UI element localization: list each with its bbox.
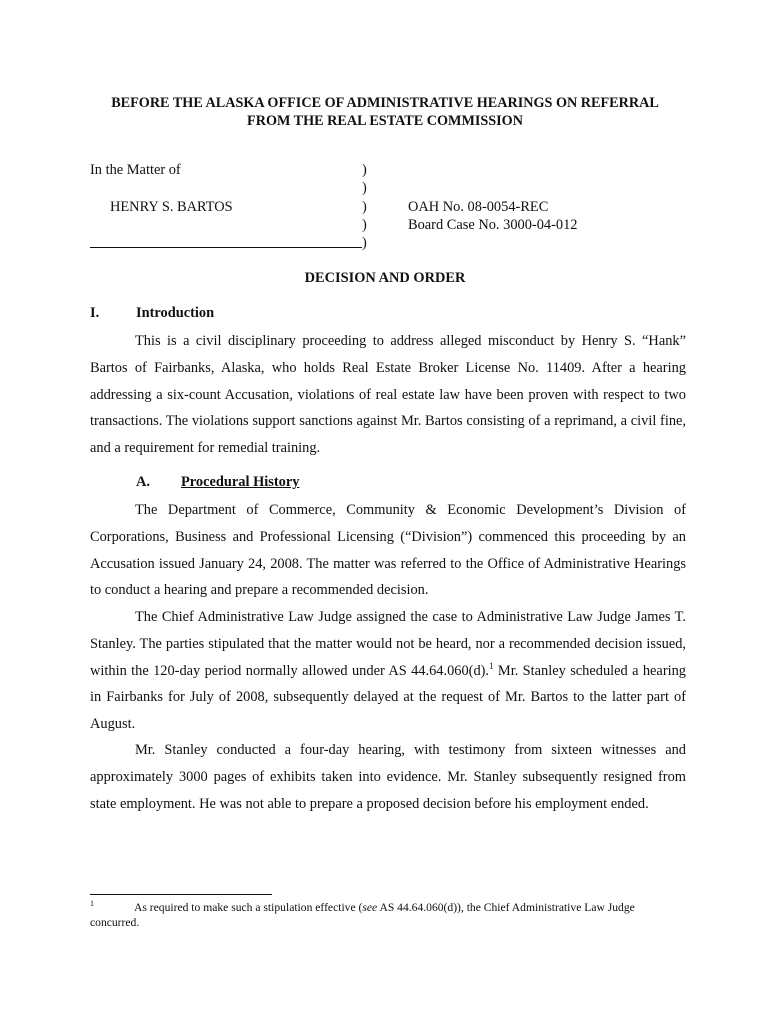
caption-respondent-name: HENRY S. BARTOS	[110, 199, 233, 215]
caption-underline	[90, 247, 362, 248]
procedural-history-paragraph-2	[90, 604, 686, 738]
section-number: I.	[90, 305, 100, 321]
caption-paren: )	[362, 235, 367, 251]
footnote-text: AS 44.64.060(d)), the Chief Administrative Law Judge concurred.	[90, 901, 635, 929]
procedural-history-paragraph-1: The Department of Commerce, Community & Economic Development’s Division of Corporations, Business and Professional Licensing (“Division”) commenced this proceeding by an Accusation issued January 24, 2008. The matter was referred to the Office of Administrative Hearings to conduct a hearing and prepare a recommended decision.	[90, 502, 686, 599]
procedural-history-paragraph-3: Mr. Stanley conducted a four-day hearing, with testimony from sixteen witnesses and approximately 3000 pages of exhibits taken into evidence. Mr. Stanley subsequently resigned from state employment. He was not able to prepare a proposed decision before his employment ended.	[90, 742, 686, 812]
heading-line-2: FROM THE REAL ESTATE COMMISSION	[247, 113, 523, 129]
footnote-number: 1	[90, 899, 94, 909]
caption-matter-label: In the Matter of	[90, 162, 181, 178]
order-title: DECISION AND ORDER	[304, 270, 466, 286]
footnote-text: As required to make such a stipulation effective (	[134, 901, 363, 914]
footnote-italic-text: see	[362, 901, 378, 914]
caption-paren: )	[362, 162, 367, 178]
paragraph-text: Mr. Stanley scheduled a hearing in Fairbanks for July of 2008, subsequently delayed at the request of Mr. Bartos to the latter part of August.	[90, 662, 687, 733]
paragraph-text: The Chief Administrative Law Judge assigned the case to Administrative Law Judge James T. Stanley. The parties stipulated that the matter would not be heard, nor a recommended decision issued, within the 120-day period normally allowed under AS 44.64.060(d).	[90, 609, 686, 679]
caption-board-case-number: Board Case No. 3000-04-012	[408, 217, 578, 233]
footnote	[90, 900, 650, 930]
section-title: Introduction	[136, 305, 215, 321]
introduction-paragraph: This is a civil disciplinary proceeding to address alleged misconduct by Henry S. “Hank” Bartos of Fairbanks, Alaska, who holds Real Estate Broker License No. 11409. After a hearing addressing a six-count Accusation, violations of real estate law have been proven with respect to two transactions. The violations support sanctions against Mr. Bartos consisting of a reprimand, a civil fine, and a requirement for remedial training.	[90, 333, 686, 457]
heading-line-1: BEFORE THE ALASKA OFFICE OF ADMINISTRATIVE HEARINGS ON REFERRAL	[111, 95, 659, 111]
caption-oah-number: OAH No. 08-0054-REC	[408, 199, 549, 215]
document-heading	[40, 94, 730, 130]
footnote-reference[interactable]: 1	[489, 660, 494, 671]
case-caption	[90, 162, 710, 254]
caption-paren: )	[362, 217, 367, 233]
footnote-separator	[90, 894, 272, 895]
caption-paren: )	[362, 199, 367, 215]
caption-paren: )	[362, 180, 367, 196]
subsection-title: Procedural History	[181, 474, 300, 490]
subsection-number: A.	[136, 474, 150, 490]
